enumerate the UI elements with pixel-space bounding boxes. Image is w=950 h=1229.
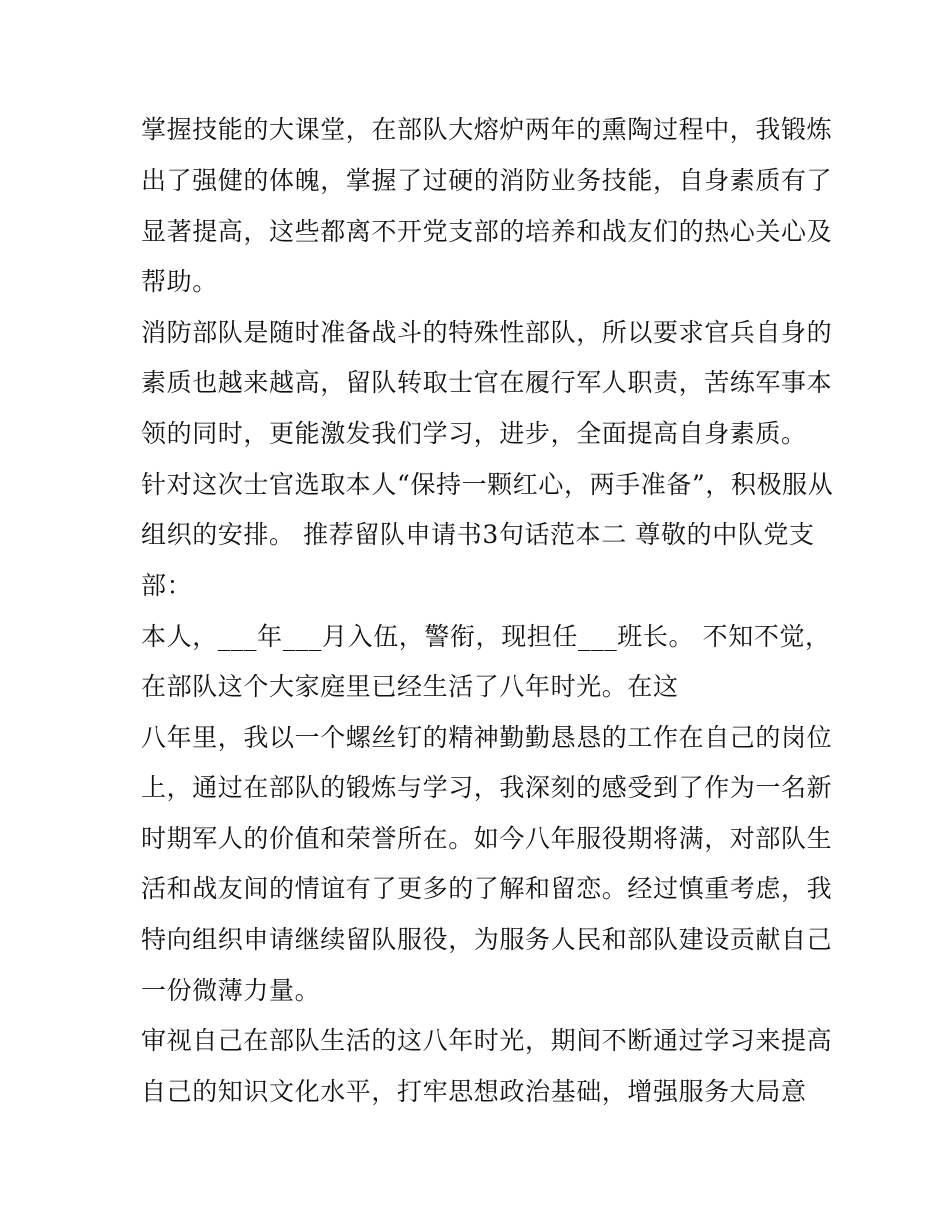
text-line: 显著提高，这些都离不开党支部的培养和战友们的热心关心及 bbox=[141, 217, 833, 246]
text-line: 时期军人的价值和荣誉所在。如今八年服役期将满，对部队生 bbox=[141, 824, 833, 853]
text-line: 在部队这个大家庭里已经生活了八年时光。在这 bbox=[141, 672, 679, 701]
text-line: 针对这次士官选取本人“保持一颗红心，两手准备”，积极服从 bbox=[141, 470, 834, 499]
text-line: 八年里，我以一个螺丝钉的精神勤勤恳恳的工作在自己的岗位 bbox=[141, 723, 833, 752]
text-line: 上，通过在部队的锻炼与学习，我深刻的感受到了作为一名新 bbox=[141, 773, 833, 802]
text-line: 出了强健的体魄，掌握了过硬的消防业务技能，自身素质有了 bbox=[141, 166, 833, 195]
text-line: 一份微薄力量。 bbox=[141, 976, 321, 1005]
text-line: 部： bbox=[141, 571, 193, 600]
text-line: 掌握技能的大课堂，在部队大熔炉两年的熏陶过程中，我锻炼 bbox=[141, 115, 833, 144]
text-line: 审视自己在部队生活的这八年时光，期间不断通过学习来提高 bbox=[141, 1026, 833, 1055]
text-line: 活和战友间的情谊有了更多的了解和留恋。经过慎重考虑，我 bbox=[141, 874, 833, 903]
text-line: 消防部队是随时准备战斗的特殊性部队，所以要求官兵自身的 bbox=[141, 318, 833, 347]
text-line: 帮助。 bbox=[141, 267, 218, 296]
text-line: 自己的知识文化水平，打牢思想政治基础，增强服务大局意 bbox=[141, 1077, 807, 1106]
text-line: 素质也越来越高，留队转取士官在履行军人职责，苦练军事本 bbox=[141, 368, 833, 397]
text-line: 领的同时，更能激发我们学习，进步，全面提高自身素质。 bbox=[141, 419, 807, 448]
text-line: 本人，___年___月入伍，警衔，现担任___班长。 不知不觉， bbox=[141, 622, 831, 651]
text-line: 特向组织申请继续留队服役，为服务人民和部队建设贡献自己 bbox=[141, 925, 833, 954]
text-line: 组织的安排。 推荐留队申请书3句话范本二 尊敬的中队党支 bbox=[141, 520, 815, 549]
